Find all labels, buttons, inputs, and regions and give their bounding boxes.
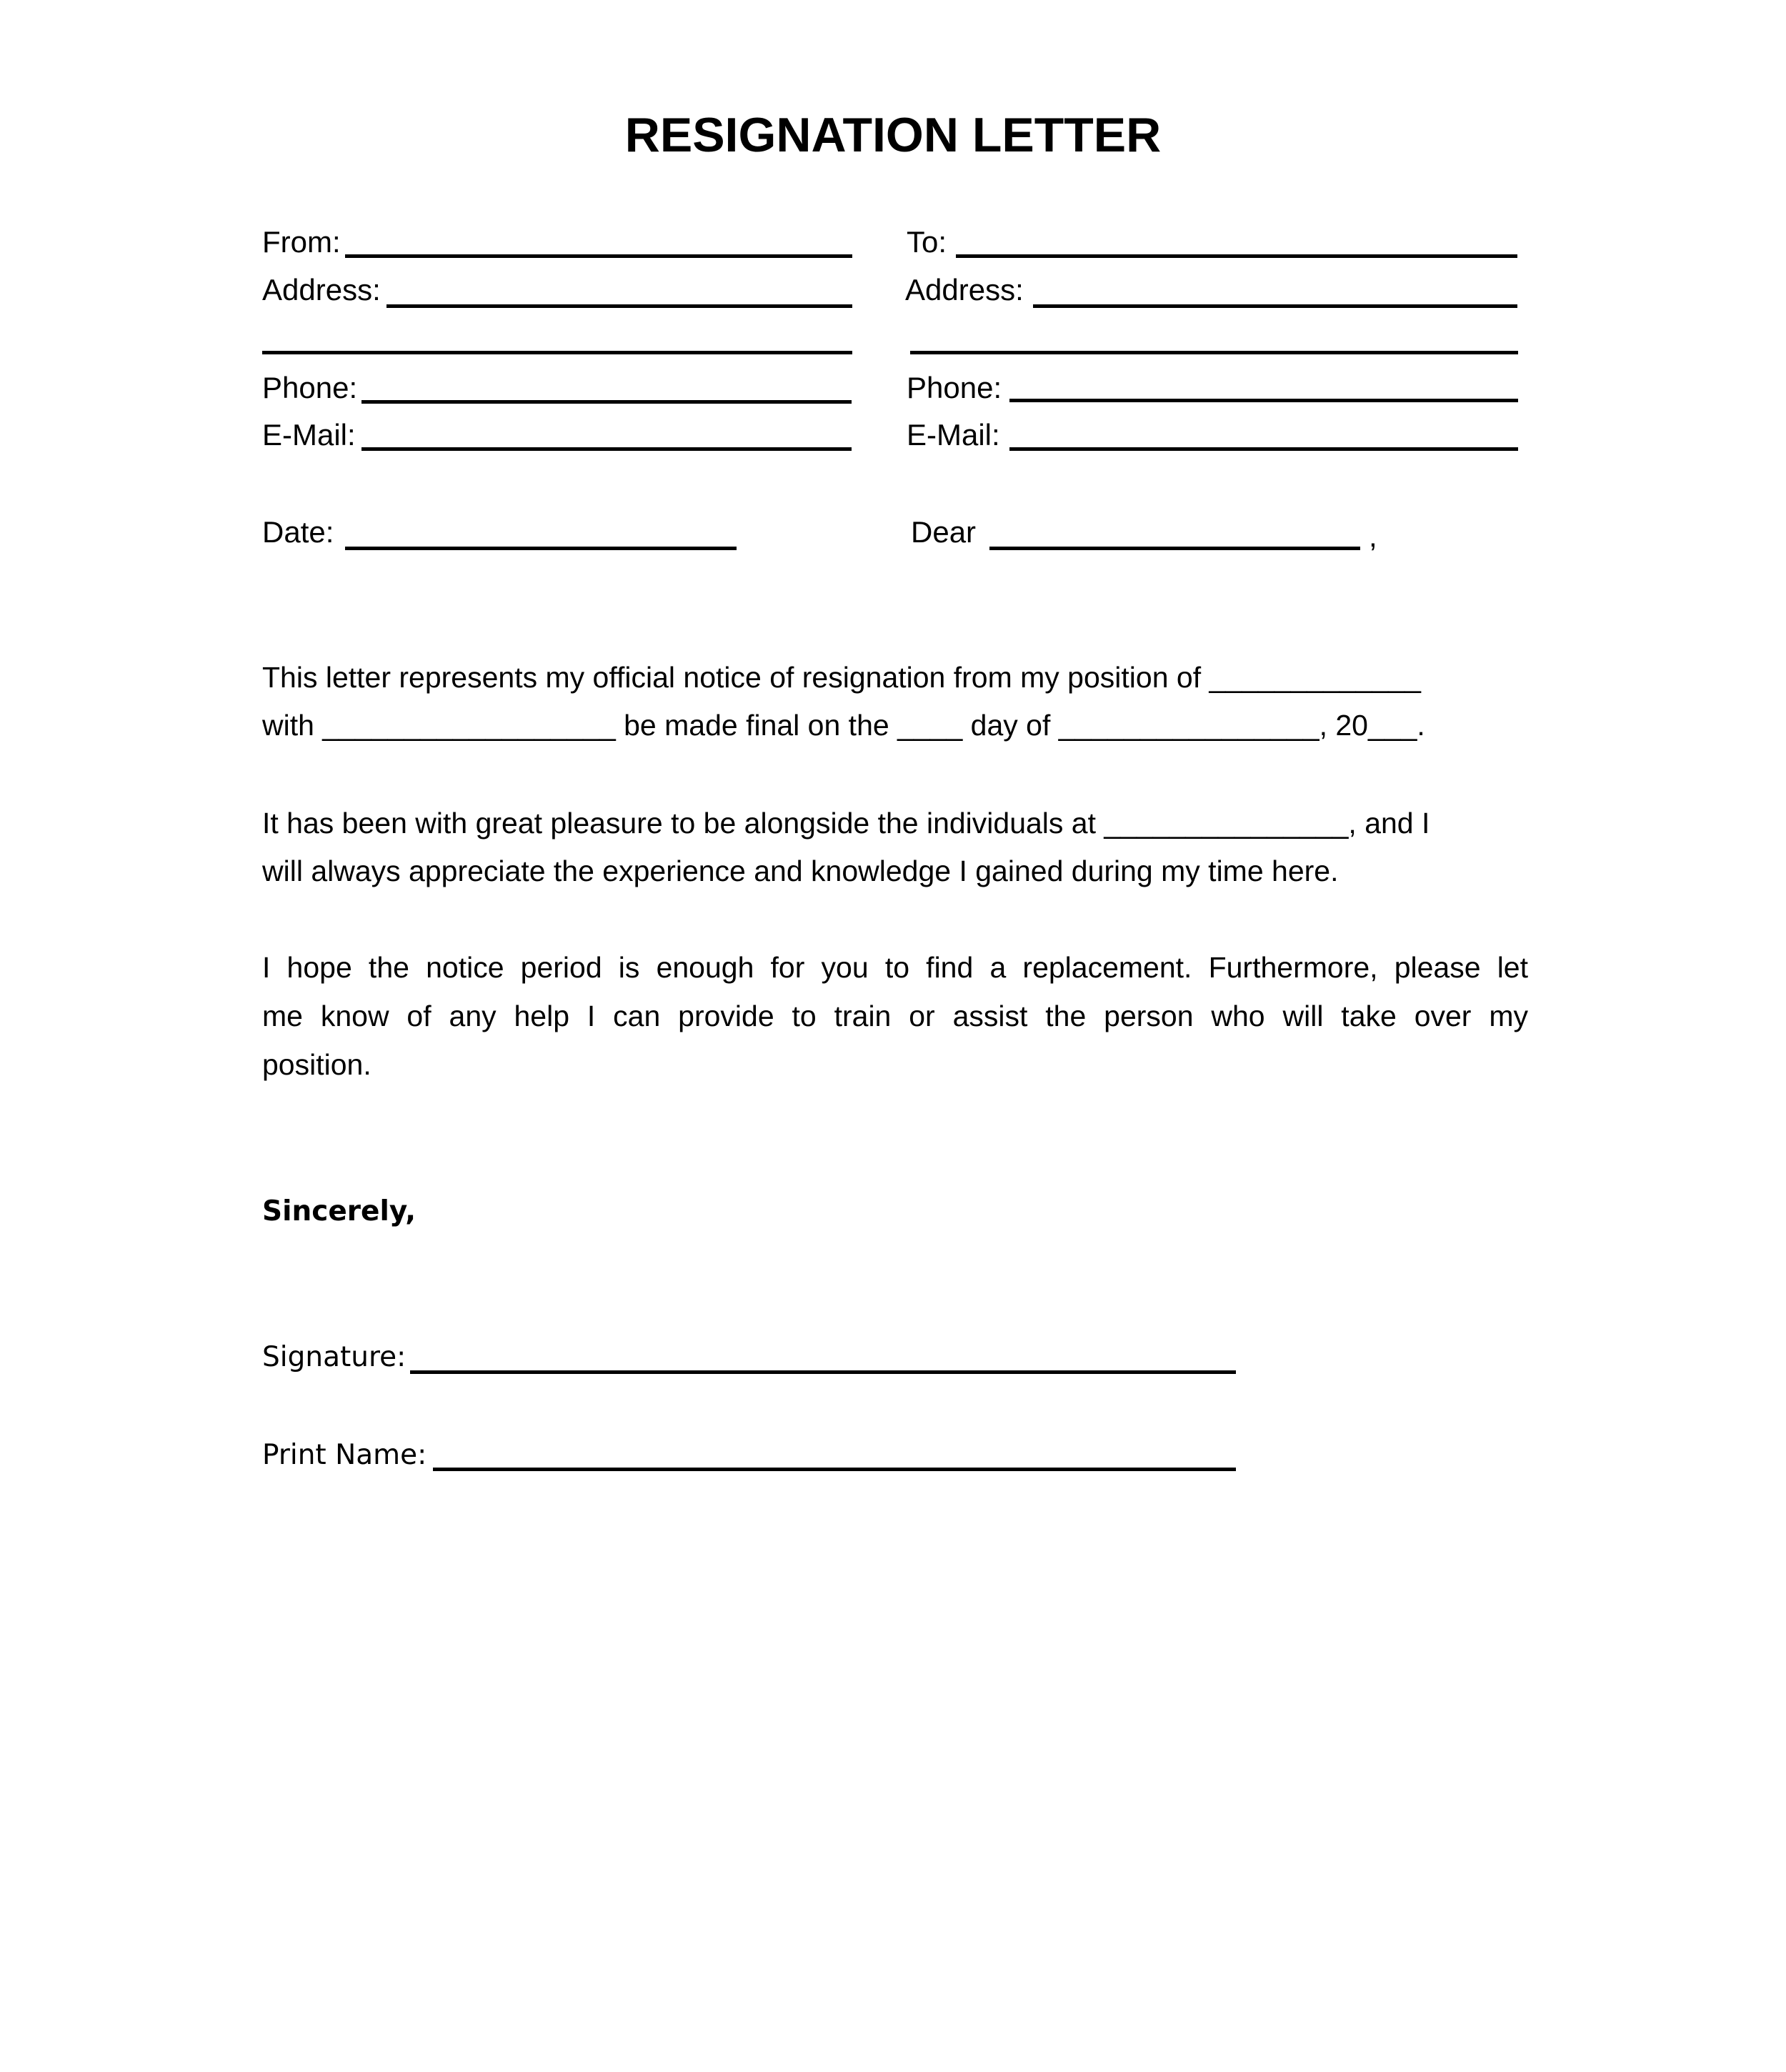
- from-field[interactable]: [345, 254, 852, 258]
- from-label: From:: [262, 225, 341, 259]
- recipient-address-label: Address:: [905, 273, 1024, 307]
- signature-label: Signature:: [262, 1341, 406, 1373]
- body-p3-line2: me know of any help I can provide to train or assist the person who will take over my: [262, 1000, 1528, 1032]
- dear-label: Dear: [911, 515, 977, 549]
- dear-comma: ,: [1369, 519, 1377, 553]
- sender-address-label: Address:: [262, 273, 381, 307]
- sender-email-label: E-Mail:: [262, 418, 356, 452]
- date-field[interactable]: [345, 547, 737, 550]
- body-p2-line2: will always appreciate the experience and knowledge I gained during my time here.: [262, 855, 1339, 887]
- sender-address-line2-field[interactable]: [262, 351, 852, 354]
- recipient-phone-field[interactable]: [1009, 399, 1518, 402]
- date-label: Date:: [262, 515, 334, 549]
- closing-text: Sincerely,: [262, 1195, 416, 1227]
- sender-email-field[interactable]: [361, 447, 852, 451]
- sender-phone-field[interactable]: [361, 400, 852, 404]
- page-title: RESIGNATION LETTER: [624, 108, 1162, 162]
- recipient-phone-label: Phone:: [907, 371, 1002, 404]
- recipient-address-line2-field[interactable]: [910, 351, 1518, 354]
- print-name-field[interactable]: [433, 1468, 1236, 1471]
- body-p1-line2: with __________________ be made final on the ____ day of ________________, 20___.: [262, 709, 1425, 742]
- body-p2-line1: It has been with great pleasure to be alongside the individuals at _______________, and I: [262, 807, 1430, 840]
- recipient-address-field[interactable]: [1033, 304, 1517, 308]
- dear-name-field[interactable]: [989, 547, 1360, 550]
- body-p3-line1: I hope the notice period is enough for you to find a replacement. Furthermore, please let: [262, 951, 1528, 984]
- to-label: To:: [907, 225, 947, 259]
- to-field[interactable]: [956, 254, 1517, 258]
- recipient-email-label: E-Mail:: [907, 418, 1000, 452]
- recipient-email-field[interactable]: [1009, 447, 1518, 451]
- body-p3-line3: position.: [262, 1048, 371, 1081]
- signature-field[interactable]: [410, 1370, 1236, 1374]
- print-name-label: Print Name:: [262, 1439, 427, 1471]
- body-p1-line1: This letter represents my official notice of resignation from my position of _____________: [262, 661, 1421, 694]
- sender-phone-label: Phone:: [262, 371, 358, 404]
- sender-address-field[interactable]: [386, 304, 852, 308]
